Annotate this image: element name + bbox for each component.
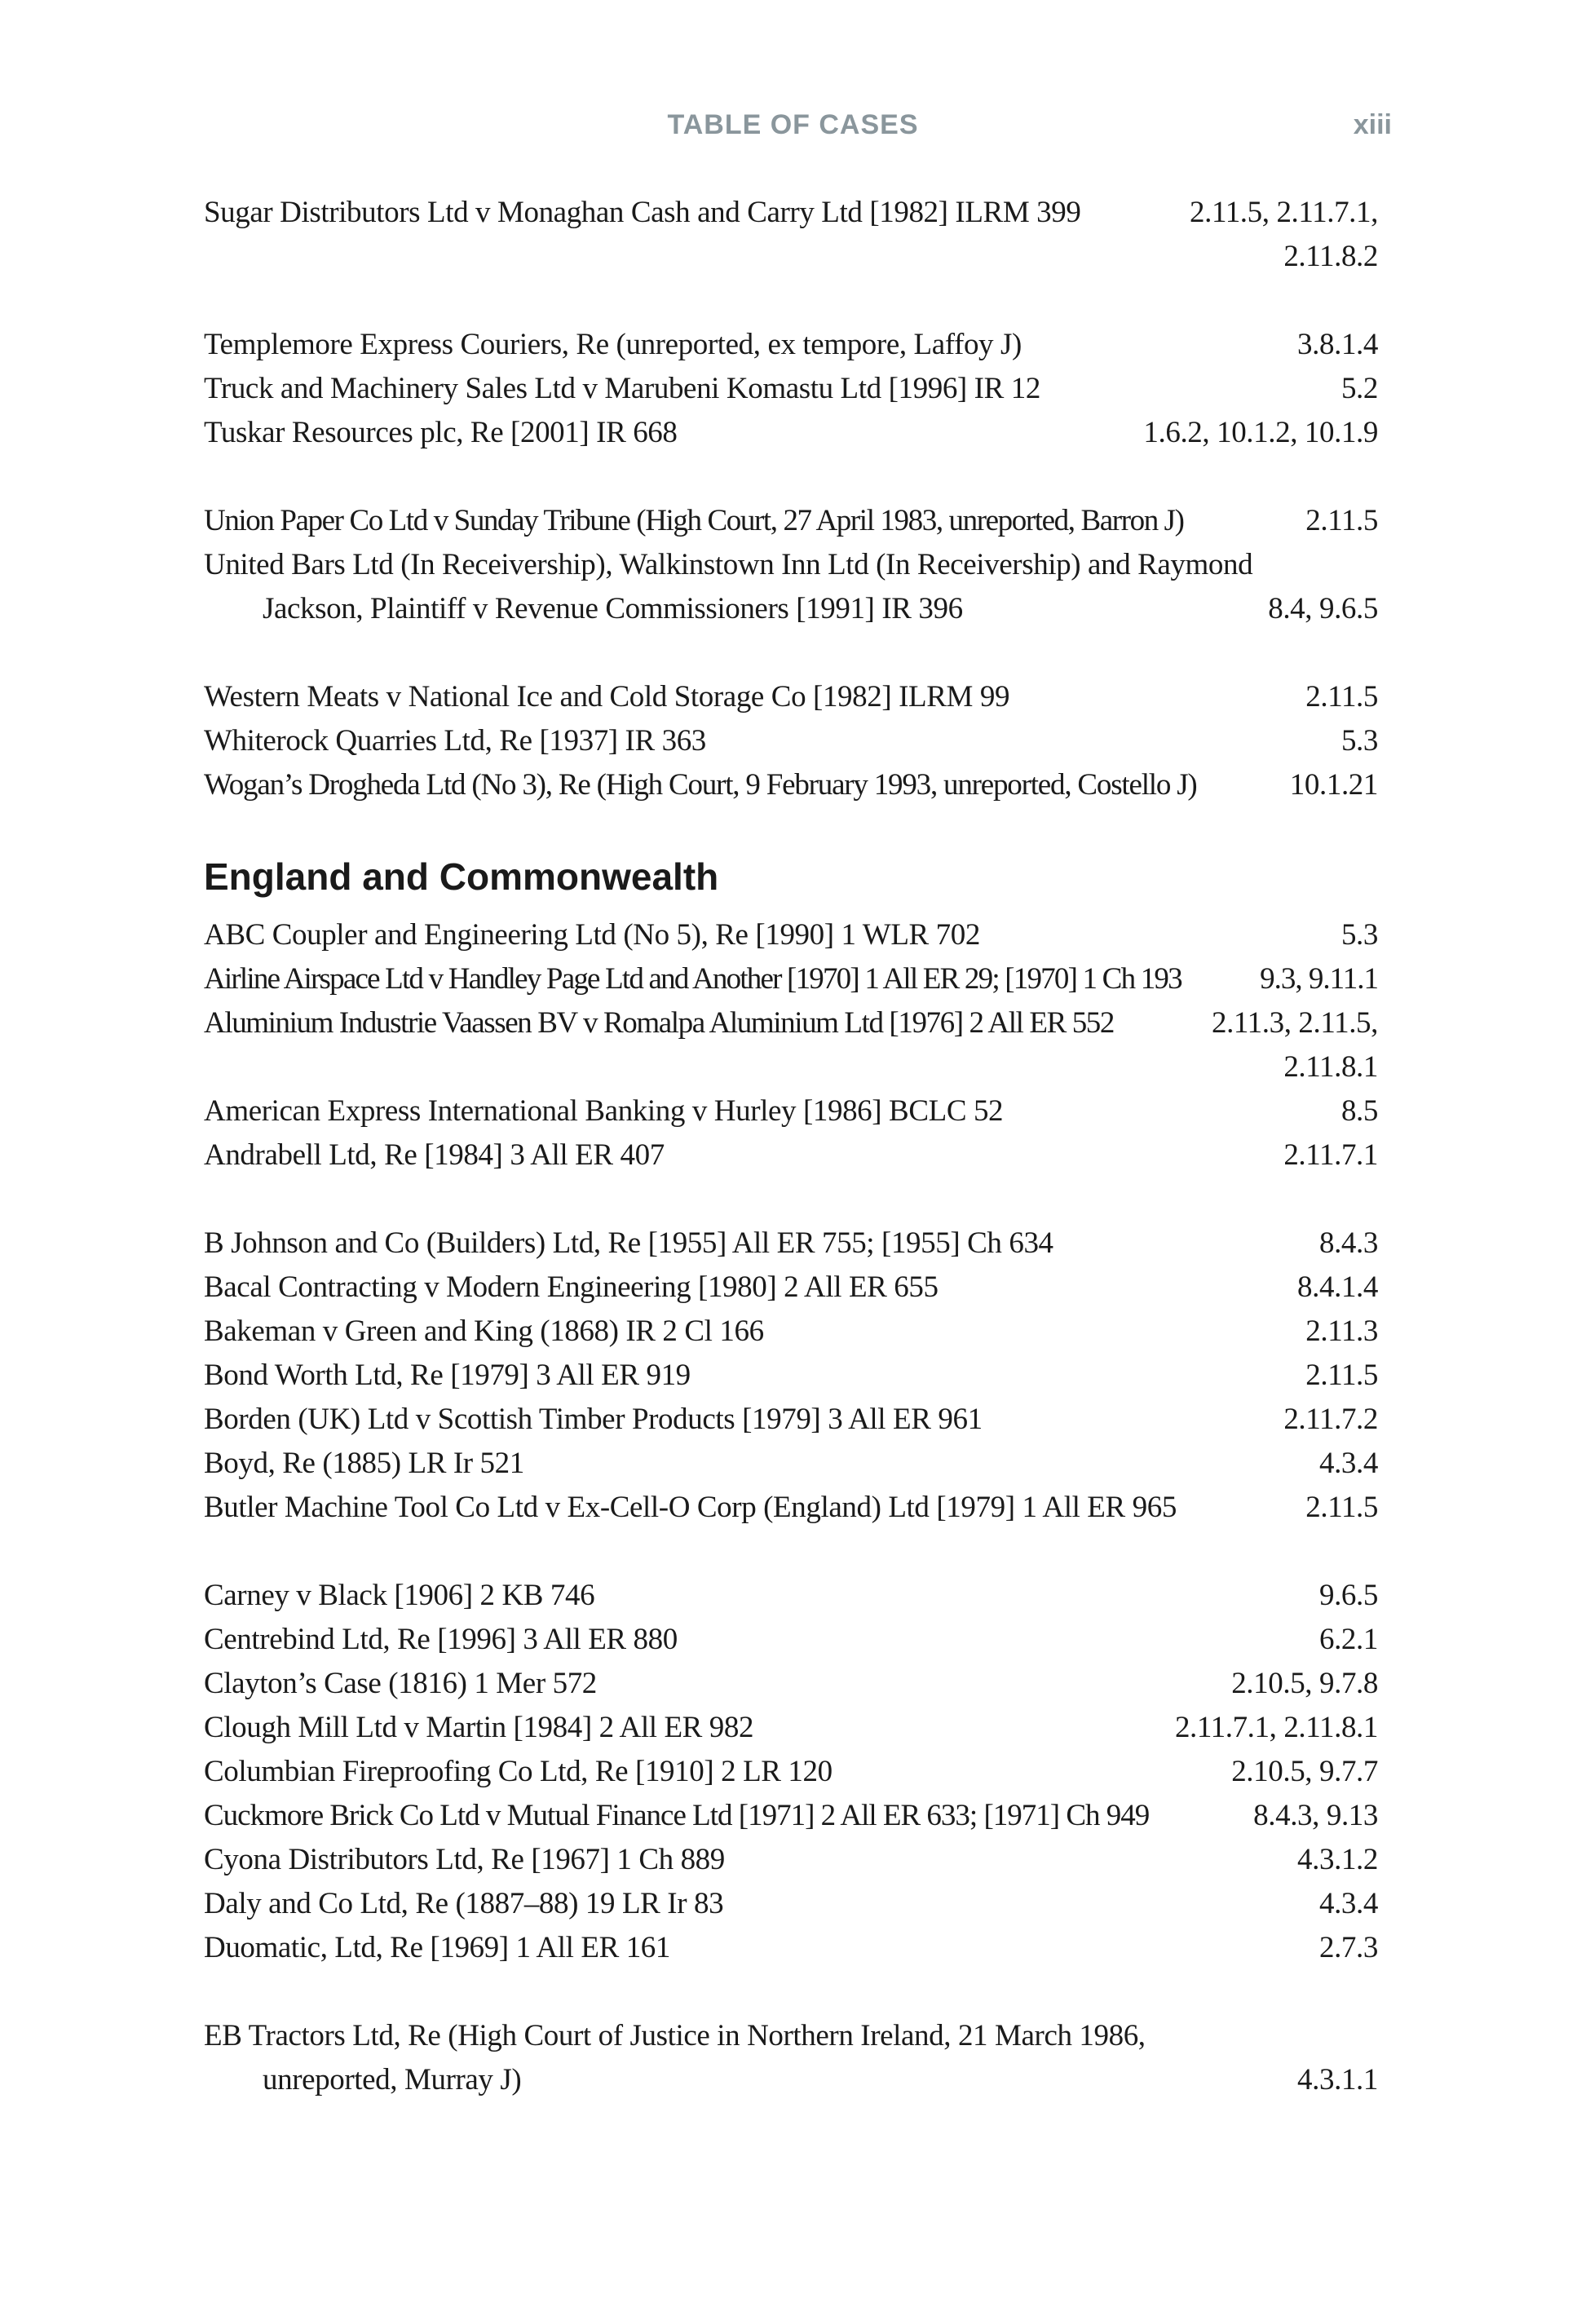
case-name: Sugar Distributors Ltd v Monaghan Cash and Carry Ltd [1982] ILRM 399: [204, 196, 1081, 229]
paragraph-reference: 3.8.1.4: [1297, 328, 1378, 361]
case-group-c-d: [204, 1574, 1378, 1970]
case-name: Bacal Contracting v Modern Engineering [1980] 2 All ER 655: [204, 1270, 939, 1304]
case-name: United Bars Ltd (In Receivership), Walkinstown Inn Ltd (In Receivership) and Raymond: [204, 548, 1253, 581]
case-name: Whiterock Quarries Ltd, Re [1937] IR 363: [204, 724, 706, 758]
case-name: Boyd, Re (1885) LR Ir 521: [204, 1447, 524, 1480]
case-group-s: [204, 191, 1378, 279]
case-entry: [204, 191, 1378, 279]
paragraph-reference: 2.10.5, 9.7.7: [1231, 1755, 1378, 1788]
case-entry: [204, 1794, 1378, 1838]
case-entry: [204, 1662, 1378, 1706]
paragraph-reference: 2.11.3: [1305, 1314, 1378, 1348]
case-entry: [204, 411, 1378, 455]
case-name: Bond Worth Ltd, Re [1979] 3 All ER 919: [204, 1359, 691, 1392]
paragraph-reference: 2.7.3: [1318, 1931, 1378, 1964]
paragraph-reference: 5.2: [1340, 372, 1378, 405]
case-name: Borden (UK) Ltd v Scottish Timber Products [1979] 3 All ER 961: [204, 1403, 983, 1436]
case-name: Western Meats v National Ice and Cold Storage Co [1982] ILRM 99: [204, 680, 1010, 714]
case-name: Airline Airspace Ltd v Handley Page Ltd and Another [1970] 1 All ER 29; [1970] 1 Ch 193: [204, 962, 1181, 996]
paragraph-reference: 2.11.5, 2.11.7.1,: [1190, 196, 1378, 229]
case-name: Cuckmore Brick Co Ltd v Mutual Finance Ltd [1971] 2 All ER 633; [1971] Ch 949: [204, 1799, 1150, 1832]
case-entry: [204, 913, 1378, 957]
paragraph-reference: 2.11.5: [1305, 1359, 1378, 1392]
paragraph-reference: 2.11.7.2: [1283, 1403, 1378, 1436]
paragraph-reference: 2.11.5: [1305, 504, 1378, 537]
case-name: EB Tractors Ltd, Re (High Court of Justice in Northern Ireland, 21 March 1986,: [204, 2019, 1146, 2052]
paragraph-reference: 2.10.5, 9.7.8: [1231, 1667, 1378, 1700]
case-entry: [204, 367, 1378, 411]
case-entry: [204, 543, 1378, 631]
case-entry: [204, 1089, 1378, 1133]
case-entry: [204, 323, 1378, 367]
case-entry: [204, 1222, 1378, 1266]
case-name: Butler Machine Tool Co Ltd v Ex-Cell-O Corp (England) Ltd [1979] 1 All ER 965: [204, 1491, 1177, 1524]
case-entry: [204, 1133, 1378, 1177]
paragraph-reference: 8.4.3, 9.13: [1253, 1799, 1378, 1832]
paragraph-reference: 8.5: [1340, 1094, 1378, 1128]
page-number: xiii: [1353, 109, 1392, 140]
case-name: Union Paper Co Ltd v Sunday Tribune (High Court, 27 April 1983, unreported, Barron J): [204, 504, 1184, 537]
case-entry: [204, 1882, 1378, 1926]
case-group-u: [204, 499, 1378, 631]
case-entry: [204, 763, 1378, 807]
case-name-continued: Jackson, Plaintiff v Revenue Commissioners [1991] IR 396: [263, 592, 963, 625]
paragraph-reference: 2.11.5: [1305, 680, 1378, 714]
running-title: TABLE OF CASES: [667, 109, 919, 140]
case-name: Templemore Express Couriers, Re (unreported, ex tempore, Laffoy J): [204, 328, 1022, 361]
paragraph-reference: 2.11.7.1: [1283, 1138, 1378, 1172]
paragraph-reference: 10.1.21: [1289, 768, 1378, 802]
case-name: Carney v Black [1906] 2 KB 746: [204, 1579, 595, 1612]
case-entry: [204, 1398, 1378, 1442]
case-name: Columbian Fireproofing Co Ltd, Re [1910] 2 LR 120: [204, 1755, 833, 1788]
case-name: Daly and Co Ltd, Re (1887–88) 19 LR Ir 83: [204, 1887, 724, 1920]
section-heading: England and Commonwealth: [204, 855, 719, 898]
case-entry: [204, 499, 1378, 543]
table-of-cases: [204, 191, 1378, 2146]
case-group-t: [204, 323, 1378, 455]
case-name: Truck and Machinery Sales Ltd v Marubeni Komastu Ltd [1996] IR 12: [204, 372, 1040, 405]
case-entry: [204, 1486, 1378, 1530]
paragraph-reference: 2.11.7.1, 2.11.8.1: [1174, 1711, 1378, 1744]
paragraph-reference: 2.11.3, 2.11.5,: [1211, 1006, 1378, 1040]
case-entry: [204, 1838, 1378, 1882]
paragraph-reference: 2.11.5: [1305, 1491, 1378, 1524]
paragraph-reference: 8.4.3: [1318, 1226, 1378, 1260]
paragraph-reference: 6.2.1: [1318, 1623, 1378, 1656]
case-name: Bakeman v Green and King (1868) IR 2 Cl 166: [204, 1314, 764, 1348]
case-name: Aluminium Industrie Vaassen BV v Romalpa Aluminium Ltd [1976] 2 All ER 552: [204, 1006, 1114, 1040]
case-name: American Express International Banking v Hurley [1986] BCLC 52: [204, 1094, 1004, 1128]
paragraph-reference: 8.4, 9.6.5: [1268, 592, 1378, 625]
case-entry: [204, 2014, 1378, 2102]
case-group-a: [204, 913, 1378, 1177]
case-name: Duomatic, Ltd, Re [1969] 1 All ER 161: [204, 1931, 670, 1964]
case-entry: [204, 1266, 1378, 1310]
case-entry: [204, 719, 1378, 763]
case-entry: [204, 1442, 1378, 1486]
case-group-e: [204, 2014, 1378, 2102]
case-name: Andrabell Ltd, Re [1984] 3 All ER 407: [204, 1138, 665, 1172]
case-entry: [204, 1574, 1378, 1618]
running-head: [204, 109, 1392, 145]
paragraph-reference: 5.3: [1340, 724, 1378, 758]
case-entry: [204, 1354, 1378, 1398]
case-entry: [204, 1750, 1378, 1794]
case-name: Clough Mill Ltd v Martin [1984] 2 All ER 982: [204, 1711, 754, 1744]
case-name: Clayton’s Case (1816) 1 Mer 572: [204, 1667, 597, 1700]
case-entry: [204, 957, 1378, 1001]
paragraph-reference: 9.3, 9.11.1: [1260, 962, 1378, 996]
paragraph-reference: 4.3.4: [1318, 1887, 1378, 1920]
case-name: Cyona Distributors Ltd, Re [1967] 1 Ch 889: [204, 1843, 725, 1876]
case-entry: [204, 1310, 1378, 1354]
case-name-continued: unreported, Murray J): [263, 2063, 522, 2096]
paragraph-reference-continued: 2.11.8.2: [1283, 240, 1378, 273]
paragraph-reference: 4.3.1.2: [1297, 1843, 1378, 1876]
case-name: ABC Coupler and Engineering Ltd (No 5), Re [1990] 1 WLR 702: [204, 918, 980, 952]
case-entry: [204, 1618, 1378, 1662]
case-name: Wogan’s Drogheda Ltd (No 3), Re (High Court, 9 February 1993, unreported, Costello J): [204, 768, 1197, 802]
paragraph-reference: 1.6.2, 10.1.2, 10.1.9: [1143, 416, 1378, 449]
paragraph-reference-continued: 2.11.8.1: [1283, 1050, 1378, 1084]
paragraph-reference: 4.3.1.1: [1297, 2063, 1378, 2096]
case-group-b: [204, 1222, 1378, 1530]
case-group-w: [204, 675, 1378, 807]
case-name: B Johnson and Co (Builders) Ltd, Re [1955] All ER 755; [1955] Ch 634: [204, 1226, 1053, 1260]
case-entry: [204, 1001, 1378, 1089]
case-name: Tuskar Resources plc, Re [2001] IR 668: [204, 416, 678, 449]
case-entry: [204, 675, 1378, 719]
paragraph-reference: 5.3: [1340, 918, 1378, 952]
paragraph-reference: 4.3.4: [1318, 1447, 1378, 1480]
case-entry: [204, 1926, 1378, 1970]
case-name: Centrebind Ltd, Re [1996] 3 All ER 880: [204, 1623, 678, 1656]
paragraph-reference: 8.4.1.4: [1297, 1270, 1378, 1304]
paragraph-reference: 9.6.5: [1318, 1579, 1378, 1612]
case-entry: [204, 1706, 1378, 1750]
